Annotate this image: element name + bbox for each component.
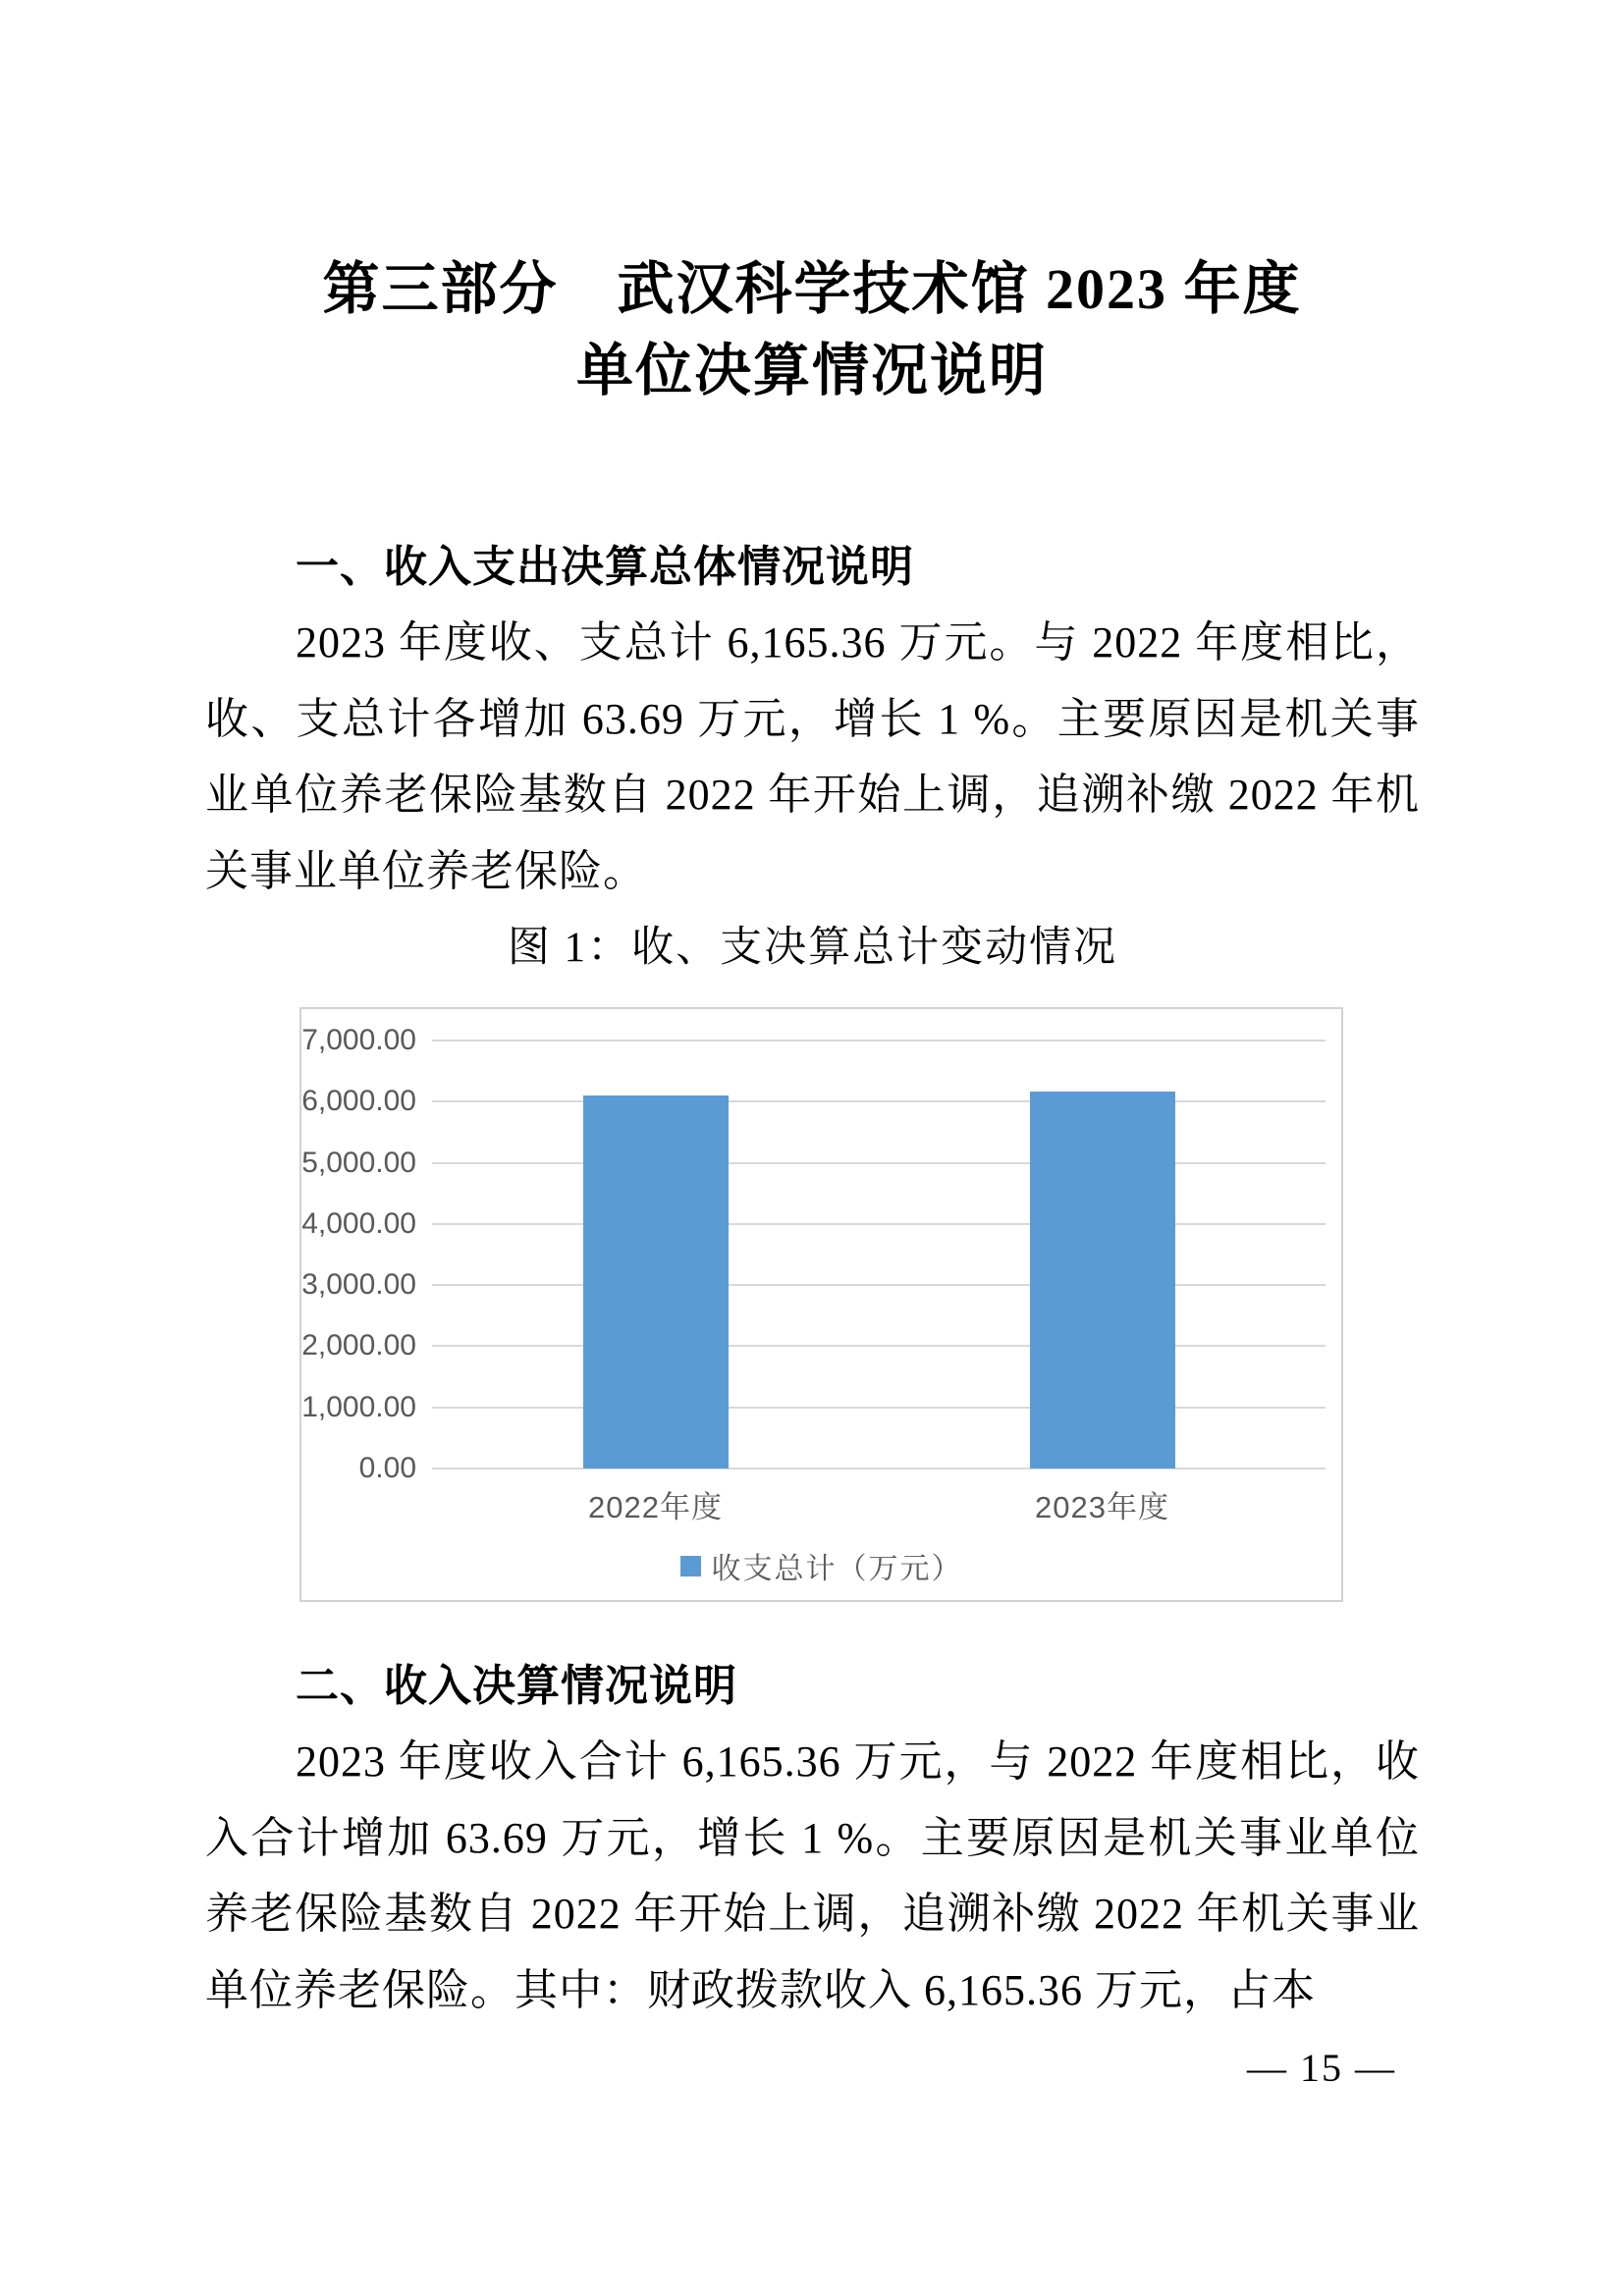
x-axis-label: 2022年度 [588, 1490, 723, 1524]
chart-gridline [432, 1284, 1326, 1286]
chart-gridline [432, 1223, 1326, 1225]
figure-1-caption: 图 1：收、支决算总计变动情况 [507, 925, 1118, 971]
legend-marker [680, 1556, 701, 1576]
chart-gridline [432, 1468, 1326, 1469]
chart-gridline [432, 1100, 1326, 1102]
chart-legend [301, 1544, 1341, 1587]
y-axis-tick-label: 2,000.00 [301, 1329, 416, 1362]
y-axis-tick-label: 3,000.00 [301, 1268, 416, 1302]
figure-1-chart [299, 1007, 1343, 1602]
document-title-line-1: 第三部分 武汉科学技术馆 2023 年度 [322, 257, 1302, 321]
y-axis-tick-label: 0.00 [358, 1452, 416, 1484]
page-number: — 15 — [1247, 2046, 1396, 2090]
y-axis-tick-label: 5,000.00 [301, 1146, 416, 1179]
section-2-paragraph: 2023 年度收入合计 6,165.36 万元，与 2022 年度相比，收入合计增加 63.69 万元，增长 1 %。主要原因是机关事业单位养老保险基数自 2022 年开始上调，追溯补缴 2022 年机关事业单位养老保险。其中：财政拨款收入 6,165.36 万元，占本 [205, 1737, 1420, 2014]
document-title [0, 248, 1624, 411]
document-title-line-2: 单位决算情况说明 [575, 339, 1048, 402]
y-axis-tick-label: 6,000.00 [301, 1085, 416, 1118]
chart-gridline [432, 1407, 1326, 1409]
y-axis-tick-label: 1,000.00 [301, 1390, 416, 1423]
chart-bar-2023年度 [1030, 1092, 1175, 1468]
x-axis-label: 2023年度 [1035, 1490, 1169, 1524]
section-2-heading: 二、收入决算情况说明 [296, 1662, 737, 1710]
legend-label: 收支总计（万元） [711, 1553, 963, 1585]
section-1-heading: 一、收入支出决算总体情况说明 [296, 543, 914, 591]
chart-gridline [432, 1345, 1326, 1347]
y-axis-tick-label: 7,000.00 [301, 1024, 416, 1056]
chart-gridline [432, 1040, 1326, 1041]
chart-gridline [432, 1162, 1326, 1164]
section-1-paragraph: 2023 年度收、支总计 6,165.36 万元。与 2022 年度相比，收、支总计各增加 63.69 万元，增长 1 %。主要原因是机关事业单位养老保险基数自 2022 年开始上调，追溯补缴 2022 年机关事业单位养老保险。 [205, 618, 1420, 895]
chart-bar-2022年度 [583, 1095, 729, 1468]
chart-plot-area [432, 1041, 1326, 1468]
y-axis-tick-label: 4,000.00 [301, 1206, 416, 1240]
